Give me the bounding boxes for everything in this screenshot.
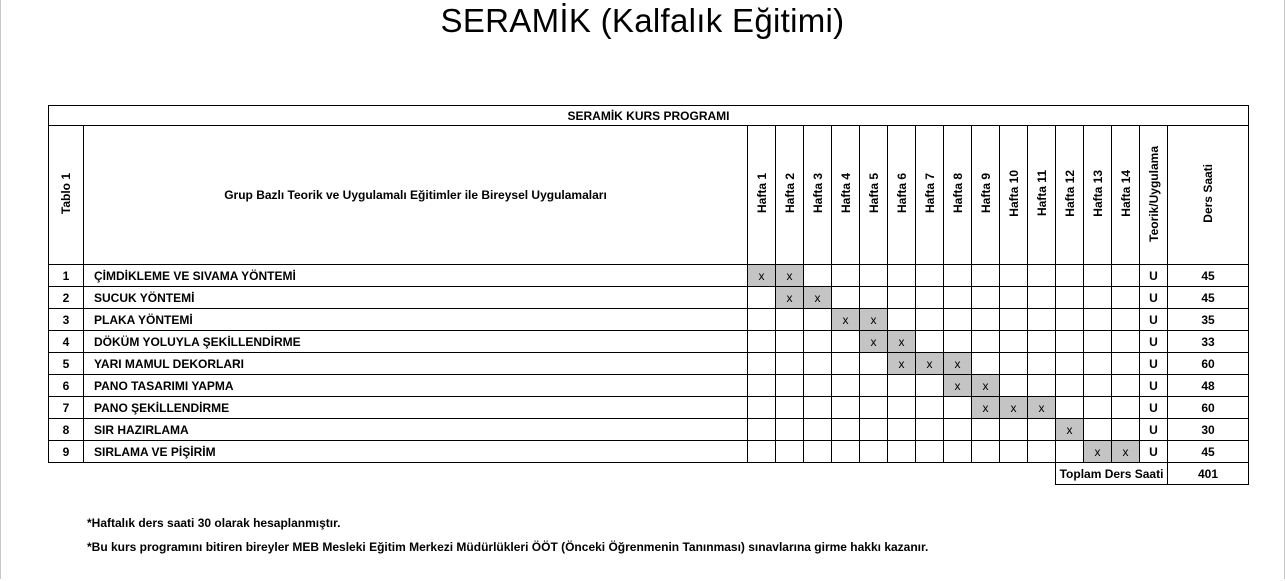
module-name: PANO ŞEKİLLENDİRME (84, 397, 748, 419)
week-cell (860, 287, 888, 309)
type-value: U (1140, 441, 1168, 463)
hours-header-cell (1168, 126, 1249, 265)
week-cell (1112, 265, 1140, 287)
total-value: 401 (1168, 463, 1249, 485)
week-cell (944, 309, 972, 331)
hours-value: 33 (1168, 331, 1249, 353)
week-header: Hafta 4 (838, 173, 853, 214)
week-cell (1084, 353, 1112, 375)
week-cell (1028, 441, 1056, 463)
first-col-header: Tablo 1 (59, 172, 73, 215)
type-value: U (1140, 419, 1168, 441)
week-header-cell (804, 126, 832, 265)
week-cell (832, 375, 860, 397)
week-mark: x (748, 265, 776, 287)
week-cell (860, 265, 888, 287)
week-cell (1000, 375, 1028, 397)
week-cell (748, 397, 776, 419)
week-cell (776, 419, 804, 441)
week-header: Hafta 9 (978, 173, 993, 214)
row-number: 3 (49, 309, 84, 331)
week-mark: x (972, 397, 1000, 419)
week-header-cell (888, 126, 916, 265)
first-col-header-cell (49, 126, 84, 265)
week-cell (832, 353, 860, 375)
week-cell (804, 375, 832, 397)
week-cell (944, 441, 972, 463)
row-number: 2 (49, 287, 84, 309)
module-name: DÖKÜM YOLUYLA ŞEKİLLENDİRME (84, 331, 748, 353)
module-name: PLAKA YÖNTEMİ (84, 309, 748, 331)
week-mark: x (1084, 441, 1112, 463)
week-cell (1112, 287, 1140, 309)
week-cell (748, 287, 776, 309)
week-header: Hafta 13 (1090, 170, 1105, 217)
module-name: YARI MAMUL DEKORLARI (84, 353, 748, 375)
week-cell (1112, 397, 1140, 419)
week-cell (1028, 287, 1056, 309)
week-cell (1056, 309, 1084, 331)
note-2: *Bu kurs programını bitiren bireyler MEB Mesleki Eğitim Merkezi Müdürlükleri ÖÖT (Önceki Öğrenmenin Tanınması) sınavlarına girme hakkı kazanır. (87, 540, 929, 554)
week-mark: x (860, 331, 888, 353)
week-cell (916, 309, 944, 331)
week-cell (1028, 265, 1056, 287)
week-cell (748, 331, 776, 353)
week-cell (1056, 397, 1084, 419)
week-mark: x (1028, 397, 1056, 419)
week-cell (1000, 419, 1028, 441)
week-cell (804, 353, 832, 375)
week-cell (1000, 309, 1028, 331)
hours-value: 35 (1168, 309, 1249, 331)
week-mark: x (888, 353, 916, 375)
group-header: Grup Bazlı Teorik ve Uygulamalı Eğitimler ile Bireysel Uygulamaları (84, 126, 748, 265)
week-cell (972, 331, 1000, 353)
type-value: U (1140, 397, 1168, 419)
week-mark: x (776, 287, 804, 309)
hours-value: 60 (1168, 397, 1249, 419)
week-cell (1056, 441, 1084, 463)
row-number: 6 (49, 375, 84, 397)
week-cell (888, 397, 916, 419)
week-cell (888, 441, 916, 463)
week-cell (972, 353, 1000, 375)
week-cell (916, 397, 944, 419)
week-mark: x (1000, 397, 1028, 419)
table-row (49, 419, 1249, 441)
week-cell (944, 397, 972, 419)
week-header: Hafta 5 (866, 173, 881, 214)
week-header: Hafta 14 (1118, 170, 1133, 217)
week-cell (1112, 353, 1140, 375)
week-cell (776, 375, 804, 397)
type-header-cell (1140, 126, 1168, 265)
course-program-table (48, 105, 1249, 485)
week-cell (916, 375, 944, 397)
week-cell (1084, 331, 1112, 353)
week-header-cell (1056, 126, 1084, 265)
week-header-cell (776, 126, 804, 265)
week-mark: x (832, 309, 860, 331)
week-cell (1084, 419, 1112, 441)
table-row (49, 331, 1249, 353)
table-row (49, 397, 1249, 419)
week-cell (748, 309, 776, 331)
week-cell (804, 419, 832, 441)
week-cell (916, 287, 944, 309)
week-mark: x (888, 331, 916, 353)
program-title: SERAMİK KURS PROGRAMI (49, 106, 1249, 126)
module-name: PANO TASARIMI YAPMA (84, 375, 748, 397)
week-cell (1028, 419, 1056, 441)
total-spacer (49, 463, 1056, 485)
type-header: Teorik/Uygulama (1146, 145, 1161, 242)
week-cell (1028, 331, 1056, 353)
week-cell (832, 265, 860, 287)
table-row (49, 309, 1249, 331)
week-cell (1112, 375, 1140, 397)
week-cell (972, 287, 1000, 309)
week-mark: x (916, 353, 944, 375)
week-cell (832, 331, 860, 353)
row-number: 4 (49, 331, 84, 353)
week-header: Hafta 10 (1006, 170, 1021, 217)
week-cell (804, 441, 832, 463)
week-cell (804, 309, 832, 331)
week-cell (888, 287, 916, 309)
week-cell (860, 441, 888, 463)
week-cell (972, 265, 1000, 287)
week-mark: x (944, 353, 972, 375)
week-cell (776, 353, 804, 375)
header-row (49, 126, 1249, 265)
week-cell (1056, 287, 1084, 309)
week-cell (1084, 265, 1112, 287)
week-cell (1028, 353, 1056, 375)
week-cell (916, 419, 944, 441)
week-cell (776, 441, 804, 463)
week-header-cell (1000, 126, 1028, 265)
week-header: Hafta 8 (950, 173, 965, 214)
module-name: SIRLAMA VE PİŞİRİM (84, 441, 748, 463)
type-value: U (1140, 375, 1168, 397)
week-mark: x (1056, 419, 1084, 441)
week-header: Hafta 1 (754, 173, 769, 214)
hours-value: 60 (1168, 353, 1249, 375)
week-mark: x (1112, 441, 1140, 463)
module-name: SIR HAZIRLAMA (84, 419, 748, 441)
week-cell (832, 397, 860, 419)
week-mark: x (944, 375, 972, 397)
page-title: SERAMİK (Kalfalık Eğitimi) (440, 2, 845, 39)
week-cell (1000, 287, 1028, 309)
week-cell (1056, 265, 1084, 287)
week-cell (916, 265, 944, 287)
type-value: U (1140, 331, 1168, 353)
week-cell (804, 397, 832, 419)
week-header-cell (1084, 126, 1112, 265)
note-1: *Haftalık ders saati 30 olarak hesaplanmıştır. (87, 516, 341, 530)
week-mark: x (972, 375, 1000, 397)
hours-value: 45 (1168, 265, 1249, 287)
week-cell (1112, 419, 1140, 441)
week-cell (832, 419, 860, 441)
hours-value: 30 (1168, 419, 1249, 441)
week-cell (1056, 353, 1084, 375)
week-header-cell (832, 126, 860, 265)
total-row (49, 463, 1249, 485)
week-header-cell (916, 126, 944, 265)
week-cell (972, 419, 1000, 441)
week-header: Hafta 11 (1034, 170, 1049, 217)
table-row (49, 441, 1249, 463)
row-number: 8 (49, 419, 84, 441)
table-body (49, 106, 1249, 485)
week-header-cell (1028, 126, 1056, 265)
type-value: U (1140, 309, 1168, 331)
week-cell (1000, 441, 1028, 463)
week-cell (1000, 353, 1028, 375)
week-cell (888, 419, 916, 441)
week-cell (972, 309, 1000, 331)
week-cell (944, 419, 972, 441)
week-cell (1084, 287, 1112, 309)
type-value: U (1140, 287, 1168, 309)
week-cell (748, 375, 776, 397)
week-cell (776, 309, 804, 331)
row-number: 9 (49, 441, 84, 463)
week-cell (860, 397, 888, 419)
week-cell (748, 441, 776, 463)
week-cell (916, 331, 944, 353)
week-header: Hafta 7 (922, 173, 937, 214)
type-value: U (1140, 265, 1168, 287)
week-cell (748, 353, 776, 375)
week-mark: x (860, 309, 888, 331)
row-number: 1 (49, 265, 84, 287)
hours-value: 48 (1168, 375, 1249, 397)
week-cell (1056, 375, 1084, 397)
week-header-cell (748, 126, 776, 265)
week-cell (944, 265, 972, 287)
week-cell (1112, 309, 1140, 331)
week-cell (776, 397, 804, 419)
week-cell (916, 441, 944, 463)
total-label: Toplam Ders Saati (1056, 463, 1168, 485)
week-cell (776, 331, 804, 353)
week-cell (1028, 375, 1056, 397)
week-cell (860, 419, 888, 441)
week-mark: x (804, 287, 832, 309)
week-header: Hafta 2 (782, 173, 797, 214)
row-number: 7 (49, 397, 84, 419)
week-header: Hafta 12 (1062, 170, 1077, 217)
week-cell (832, 287, 860, 309)
type-value: U (1140, 353, 1168, 375)
week-cell (888, 375, 916, 397)
week-cell (1112, 331, 1140, 353)
week-cell (944, 287, 972, 309)
table-row (49, 287, 1249, 309)
week-cell (1000, 331, 1028, 353)
week-cell (1084, 375, 1112, 397)
module-name: ÇİMDİKLEME VE SIVAMA YÖNTEMİ (84, 265, 748, 287)
week-cell (888, 265, 916, 287)
week-header-cell (1112, 126, 1140, 265)
week-header-cell (972, 126, 1000, 265)
table-row (49, 375, 1249, 397)
week-cell (888, 309, 916, 331)
module-name: SUCUK YÖNTEMİ (84, 287, 748, 309)
hours-value: 45 (1168, 441, 1249, 463)
week-cell (944, 331, 972, 353)
table-row (49, 265, 1249, 287)
week-cell (860, 353, 888, 375)
row-number: 5 (49, 353, 84, 375)
week-cell (1084, 309, 1112, 331)
week-cell (804, 265, 832, 287)
week-cell (748, 419, 776, 441)
week-cell (972, 441, 1000, 463)
week-cell (832, 441, 860, 463)
week-cell (1000, 265, 1028, 287)
program-title-row (49, 106, 1249, 126)
table-row (49, 353, 1249, 375)
week-cell (1028, 309, 1056, 331)
hours-header: Ders Saati (1201, 164, 1215, 223)
week-cell (1056, 331, 1084, 353)
week-cell (860, 375, 888, 397)
week-header-cell (860, 126, 888, 265)
week-header-cell (944, 126, 972, 265)
hours-value: 45 (1168, 287, 1249, 309)
week-header: Hafta 6 (894, 173, 909, 214)
week-cell (1084, 397, 1112, 419)
week-header: Hafta 3 (810, 173, 825, 214)
week-mark: x (776, 265, 804, 287)
week-cell (804, 331, 832, 353)
